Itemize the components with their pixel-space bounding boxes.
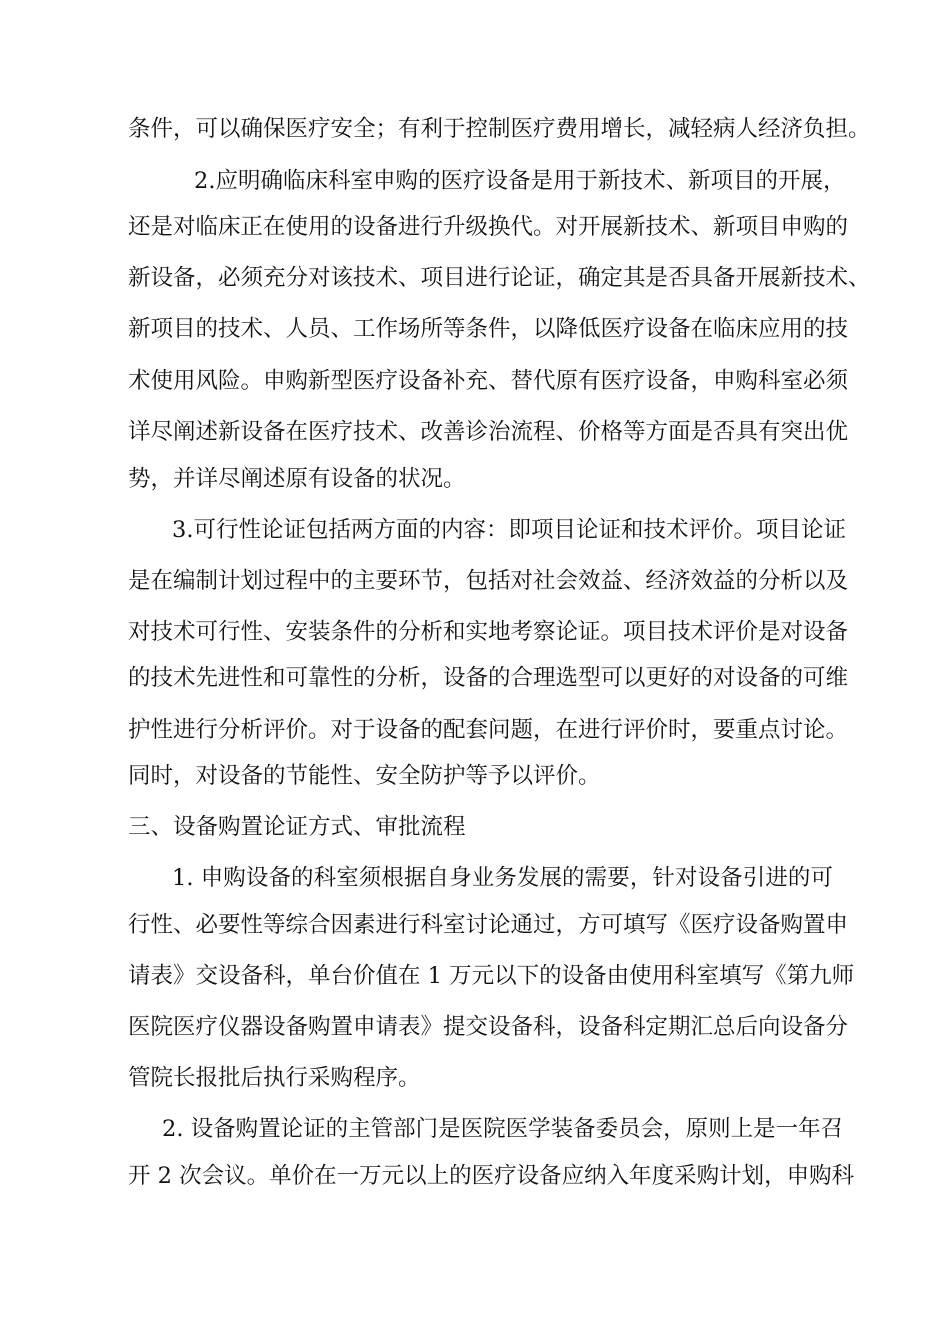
- text-line: 对技术可行性、安装条件的分析和实地考察论证。项目技术评价是对设备: [128, 619, 849, 645]
- text-line: 2.应明确临床科室申购的医疗设备是用于新技术、新项目的开展，: [194, 168, 846, 194]
- text-line: 势，并详尽阐述原有设备的状况。: [128, 466, 466, 492]
- text-line: 请表》交设备科，单台价值在 1 万元以下的设备由使用科室填写《第九师: [128, 963, 855, 989]
- text-line: 的技术先进性和可靠性的分析，设备的合理选型可以更好的对设备的可维: [128, 665, 849, 691]
- text-line: 同时，对设备的节能性、安全防护等予以评价。: [128, 763, 601, 789]
- text-line: 还是对临床正在使用的设备进行升级换代。对开展新技术、新项目申购的: [128, 214, 849, 240]
- text-line: 是在编制计划过程中的主要环节，包括对社会效益、经济效益的分析以及: [128, 568, 849, 594]
- text-line: 新项目的技术、人员、工作场所等条件，以降低医疗设备在临床应用的技: [128, 316, 849, 342]
- text-line: 医院医疗仪器设备购置申请表》提交设备科，设备科定期汇总后向设备分: [128, 1014, 849, 1040]
- text-line: 2. 设备购置论证的主管部门是医院医学装备委员会，原则上是一年召: [162, 1116, 844, 1142]
- text-line: 1. 申购设备的科室须根据自身业务发展的需要，针对设备引进的可: [172, 865, 833, 891]
- text-line: 护性进行分析评价。对于设备的配套问题，在进行评价时，要重点讨论。: [128, 717, 849, 743]
- text-line: 管院长报批后执行采购程序。: [128, 1065, 421, 1091]
- text-line: 条件，可以确保医疗安全；有利于控制医疗费用增长，减轻病人经济负担。: [128, 116, 871, 142]
- text-line: 开 2 次会议。单价在一万元以上的医疗设备应纳入年度采购计划，申购科: [128, 1163, 855, 1189]
- section-heading: 三、设备购置论证方式、审批流程: [128, 814, 466, 840]
- text-line: 术使用风险。申购新型医疗设备补充、替代原有医疗设备，申购科室必须: [128, 368, 849, 394]
- text-line: 3.可行性论证包括两方面的内容：即项目论证和技术评价。项目论证: [172, 517, 846, 543]
- text-line: 行性、必要性等综合因素进行科室讨论通过，方可填写《医疗设备购置申: [128, 912, 849, 938]
- text-line: 详尽阐述新设备在医疗技术、改善诊治流程、价格等方面是否具有突出优: [128, 419, 849, 445]
- text-line: 新设备，必须充分对该技术、项目进行论证，确定其是否具备开展新技术、: [128, 265, 871, 291]
